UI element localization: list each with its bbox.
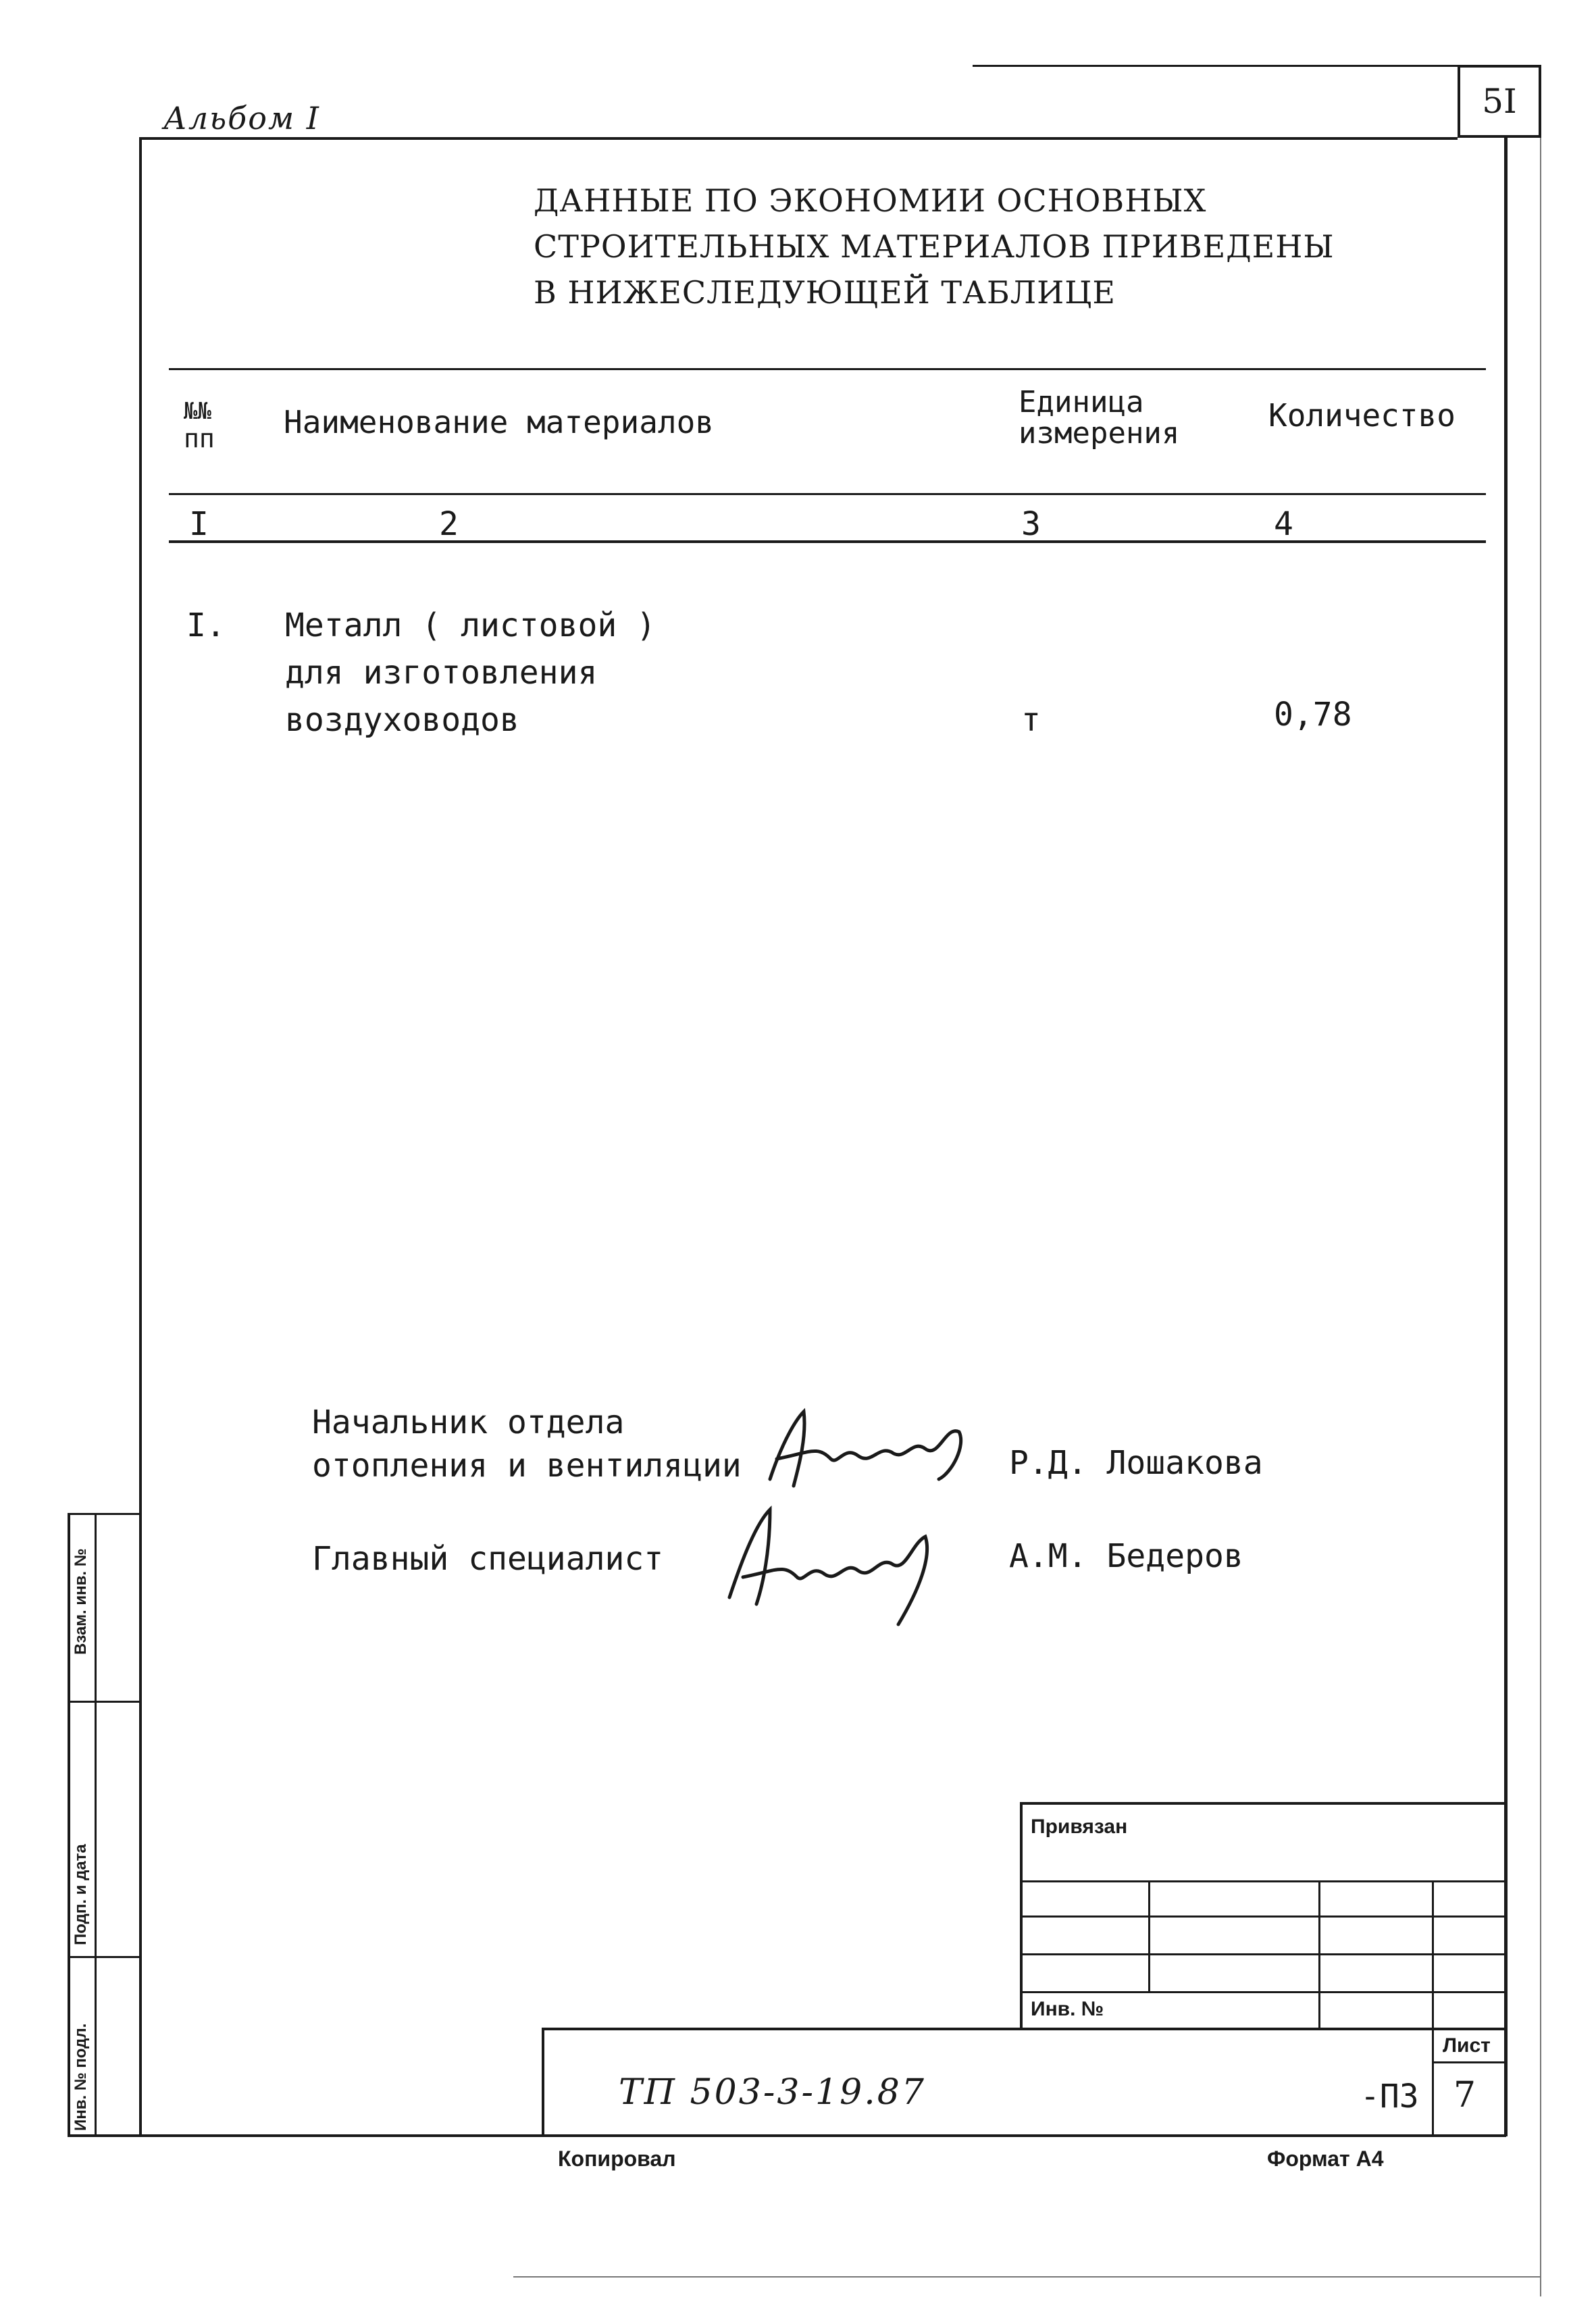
signer-1-name: Р.Д. Лошакова [1009,1444,1263,1482]
signer-1-role-line1: Начальник отдела [312,1404,625,1441]
row-1-quantity: 0,78 [1274,696,1352,734]
signer-2-role: Главный специалист [312,1540,664,1578]
stamp-doc-code: ТП 503-3-19.87 [619,2072,926,2113]
side-strip-rule-3 [68,1956,140,1958]
header-unit-line2: измерения [1019,416,1180,451]
side-label-replace: Взам. инв. № [72,1548,90,1655]
signer-2-name: А.М. Бедеров [1009,1537,1243,1575]
table-top-rule [169,368,1486,370]
outer-right-rule [1540,135,1541,2296]
top-short-rule [973,65,1458,67]
header-quantity: Количество [1268,397,1456,434]
stamp-col-rule-3 [1432,1880,1434,2137]
album-label: Альбом I [163,100,320,136]
stamp-sheet-label: Лист [1443,2034,1491,2057]
side-strip-rule-2 [68,1701,140,1703]
stamp-inv-label: Инв. № [1031,1998,1104,2020]
signature-1-image [756,1398,973,1499]
header-num-line2: пп [184,423,215,453]
side-strip-left-rule [68,1513,70,2137]
row-1-name-line2: для изготовления [285,654,598,692]
page-number: 5I [1482,82,1517,121]
table-header-rule [169,493,1486,495]
side-label-inv: Инв. № подл. [72,2023,90,2131]
frame-left-rule [139,137,142,2136]
title-block-left-rule [542,2028,544,2137]
stamp-top-rule [1020,1802,1506,1805]
column-number-1: I [189,505,209,543]
sheet-label-rule [1432,2061,1506,2063]
footer-copied-label: Копировал [558,2146,676,2171]
bottom-edge-rule [513,2276,1540,2278]
stamp-col-rule-2 [1318,1880,1320,2029]
frame-right-rule [1504,137,1508,2136]
header-num-line1: №№ [184,398,211,425]
signature-2-image [716,1496,959,1631]
stamp-sheet-number: 7 [1453,2075,1476,2115]
stamp-doc-suffix: -ПЗ [1360,2078,1419,2115]
title-line-3: В НИЖЕСЛЕДУЮЩЕЙ ТАБЛИЦЕ [534,274,1116,311]
title-line-1: ДАННЫЕ ПО ЭКОНОМИИ ОСНОВНЫХ [534,182,1207,219]
frame-bottom-rule [68,2134,1506,2137]
page-number-box [1458,65,1541,138]
row-1-unit: т [1021,701,1041,739]
signer-1-role-line2: отопления и вентиляции [312,1447,742,1485]
side-strip-inner-rule [95,1513,97,2137]
frame-top-rule [139,137,1458,140]
column-number-3: 3 [1021,505,1041,543]
row-1-name-line1: Металл ( листовой ) [285,607,657,644]
title-line-2: СТРОИТЕЛЬНЫХ МАТЕРИАЛОВ ПРИВЕДЕНЫ [534,228,1335,265]
stamp-col-rule-1 [1148,1880,1150,1991]
row-1-num: I. [186,607,226,644]
stamp-bound-label: Привязан [1031,1816,1128,1838]
side-label-signature: Подп. и дата [72,1844,90,1945]
column-number-2: 2 [439,505,459,543]
title-block-top-rule [542,2028,1506,2030]
column-number-4: 4 [1274,505,1293,543]
side-strip-top-rule [68,1513,140,1515]
header-name: Наименование материалов [284,404,714,440]
row-1-name-line3: воздуховодов [285,701,519,739]
footer-format-label: Формат А4 [1267,2146,1384,2171]
header-unit-line1: Единица [1019,385,1144,419]
